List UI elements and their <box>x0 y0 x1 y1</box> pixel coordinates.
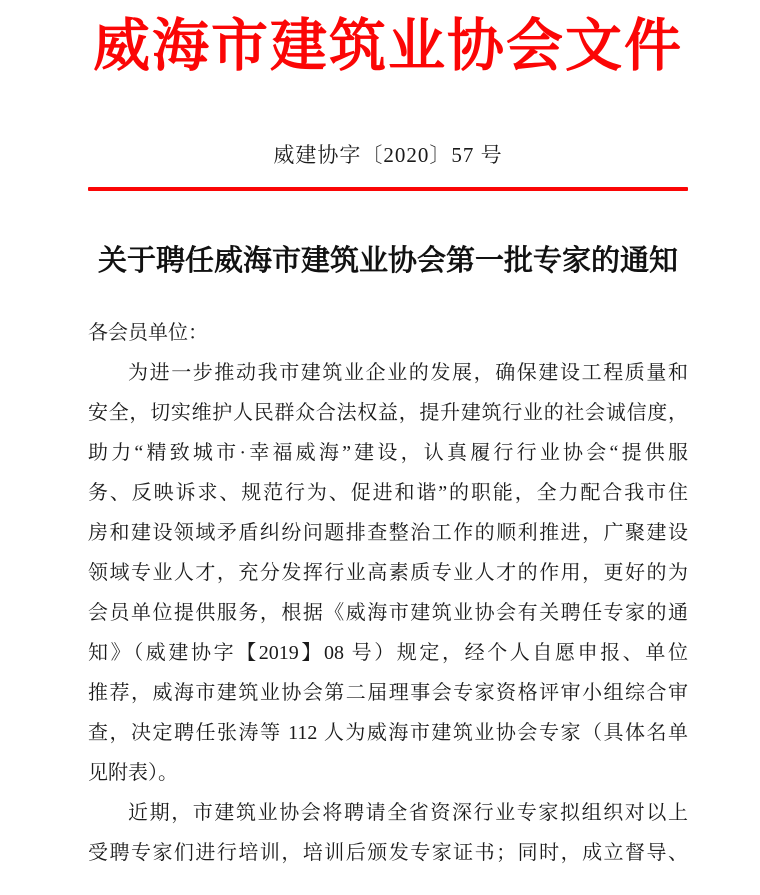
body-line: 房和建设领域矛盾纠纷问题排查整治工作的顺利推进，广聚建设 <box>88 522 688 544</box>
document-number: 威建协字〔2020〕57 号 <box>273 143 503 167</box>
salutation-line: 各会员单位： <box>88 322 208 344</box>
notice-body <box>88 313 688 873</box>
body-line: 受聘专家们进行培训，培训后颁发专家证书；同时，成立督导、 <box>88 842 688 864</box>
body-line: 助力“精致城市·幸福威海”建设，认真履行行业协会“提供服 <box>88 442 688 464</box>
body-line: 为进一步推动我市建筑业企业的发展，确保建设工程质量和 <box>128 362 688 384</box>
body-line: 领域专业人才，充分发挥行业高素质专业人才的作用，更好的为 <box>88 562 688 584</box>
document-title: 威海市建筑业协会文件 <box>93 15 683 78</box>
red-divider-line <box>88 187 688 191</box>
body-line: 近期，市建筑业协会将聘请全省资深行业专家拟组织对以上 <box>128 802 688 824</box>
body-line: 查，决定聘任张涛等 112 人为威海市建筑业协会专家（具体名单 <box>88 722 688 744</box>
document-content <box>88 0 688 873</box>
body-line: 安全，切实维护人民群众合法权益，提升建筑行业的社会诚信度， <box>88 402 688 424</box>
body-line: 推荐，威海市建筑业协会第二届理事会专家资格评审小组综合审 <box>88 682 688 704</box>
body-line: 务、反映诉求、规范行为、促进和谐”的职能，全力配合我市住 <box>88 482 688 504</box>
body-line: 见附表）。 <box>88 762 178 784</box>
body-line: 知》（威建协字【2019】08 号）规定，经个人自愿申报、单位 <box>88 642 688 664</box>
notice-heading: 关于聘任威海市建筑业协会第一批专家的通知 <box>97 245 678 277</box>
body-line: 会员单位提供服务，根据《威海市建筑业协会有关聘任专家的通 <box>88 602 688 624</box>
